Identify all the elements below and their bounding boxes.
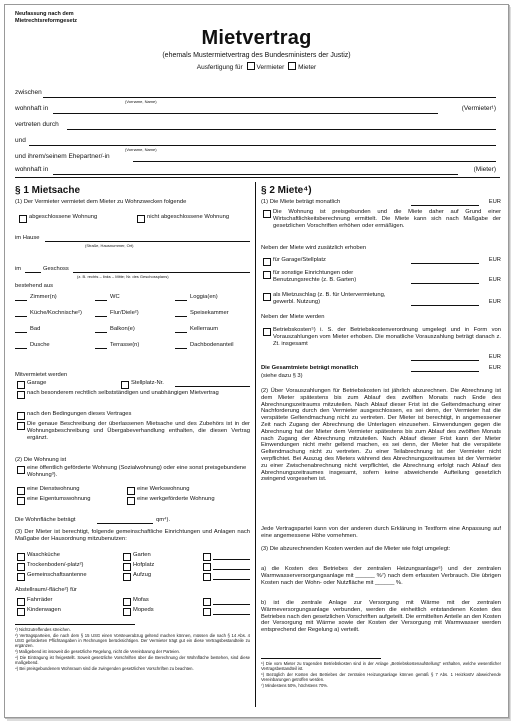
s1-p1: (1) Der Vermieter vermietet dem Mieter zu Wohnzwecken folgende [15, 199, 187, 205]
eigentumswohnung-checkbox[interactable] [17, 497, 25, 505]
nicht-abgeschlossen-checkbox[interactable] [137, 215, 145, 223]
s2-heading: § 2 Miete⁴) [261, 185, 312, 196]
room-count-field[interactable] [175, 316, 187, 317]
anlage-label: Hofplatz [133, 562, 155, 568]
s2-p3: (3) Die abzurechnenden Kosten werden auf die Mieter wie folgt umgelegt: [261, 546, 451, 552]
footnote: ⁶) Bezüglich der Kosten des Betriebes der zentralen Heizungsanlage können gemäß § 7 Abs. 1 HeizkostV abweichende Vereinbarungen getroffen werden. [261, 672, 501, 682]
geschoss-nr-field[interactable] [25, 272, 41, 273]
mieter-role: (Mieter) [473, 166, 496, 173]
stellplatz-label: Stellplatz-Nr. [131, 380, 164, 386]
betriebskosten-checkbox[interactable] [263, 328, 271, 336]
bedingungen-label: nach den Bedingungen dieses Vertrages [27, 411, 132, 417]
gesamtmiete-eur: EUR [488, 365, 501, 371]
nicht-abgeschlossen-label: nicht abgeschlossene Wohnung [147, 214, 230, 220]
room-label: Balkon(e) [110, 326, 135, 332]
room-count-field[interactable] [15, 332, 27, 333]
anlage-extra-checkbox[interactable] [203, 563, 211, 571]
abstell-checkbox[interactable] [17, 608, 25, 616]
room-count-field[interactable] [15, 300, 27, 301]
s2-p2: (2) Über Vorauszahlungen für Betriebskosten ist jährlich abzurechnen. Die Abrechnung ist dem Mieter spätestens bis zum Ablauf des zwölften Monats nach Ende des Abrechnungszeitraums mitzuteilen. Nach Ablauf dieser Frist ist die Geltendmachung einer Nachforderung durch den Vermieter ausgeschlossen, es sei denn, der Vermieter hat die verspätete Geltendmachung nicht zu vertreten. Der Mieter ist berechtigt, in angemessener Zeit nach Zugang der Abrechnung die Unterlagen einzusehen. Einwendungen gegen die Abrechnung hat der Mieter dem Vermieter spätestens bis zum Ablauf des zwölften Monats nach Zugang der Abrechnung mitzuteilen. Nach Ablauf dieser Frist kann der Mieter Einwendungen nicht mehr geltend machen, es sei denn, der Mieter hat die verspätete Geltendmachung nicht zu vertreten. Zu einer Teilabrechnung ist der Vermieter nicht verpflichtet. Bei Auszug des Mieters während des Abrechnungszeitraumes ist der Vermieter zu einer Zwischenabrechnung nicht verpflichtet, die Abrechnung erfolgt nach Ablauf des Abrechnungszeitraumes insgesamt, sofern keine abweichende Aufteilung gesetzlich zwingend vorgesehen ist. [261, 388, 501, 483]
room-count-field[interactable] [15, 348, 27, 349]
anlage-label: Garten [133, 552, 151, 558]
footnote: ⁵) Die vom Mieter zu tragenden Betriebskosten sind in der Anlage „Betriebskostenaufstellung" enthalten, welche wesentlicher Vertragsbestandteil ist. [261, 661, 501, 671]
bedingungen-checkbox[interactable] [17, 412, 25, 420]
mieter-address-field[interactable] [53, 174, 458, 175]
abstell-label: Kinderwagen [27, 607, 61, 613]
room-count-field[interactable] [95, 332, 107, 333]
anlage-checkbox[interactable] [123, 563, 131, 571]
wohnhaft-label: wohnhaft in [15, 105, 49, 112]
wohnflaeche-field[interactable] [97, 523, 153, 524]
room-label: Flur/Diele²) [110, 310, 139, 316]
room-count-field[interactable] [175, 332, 187, 333]
s1-p2: (2) Die Wohnung ist [15, 457, 67, 463]
footnote: ⁴) Bei preisgebundenem Wohnraum sind die zwingenden gesetzlichen Vorschriften zu beachten. [15, 666, 194, 671]
room-count-field[interactable] [175, 300, 187, 301]
abstell-extra-field[interactable] [213, 614, 250, 615]
gesamtmiete-hint: (siehe dazu § 3) [261, 373, 303, 379]
sonstige-label: für sonstige Einrichtungen oder Benutzungsrechte (z. B. Garten) [273, 270, 357, 283]
wohnhaft-label-2: wohnhaft in [15, 166, 49, 173]
vertreten-label: vertreten durch [15, 121, 59, 128]
anlage-extra-field[interactable] [213, 579, 250, 580]
abstell-label: Mopeds [133, 607, 154, 613]
und-label: und [15, 137, 26, 144]
im-hause-label: im Hause [15, 235, 40, 241]
sozialwohnung-label: eine öffentlich geförderte Wohnung (Sozialwohnung) oder eine sonst preisgebundene Wohnung³). [27, 465, 247, 478]
preisgebunden-checkbox[interactable] [263, 210, 271, 218]
werkswohnung-checkbox[interactable] [127, 487, 135, 495]
room-count-field[interactable] [95, 300, 107, 301]
garage-checkbox[interactable] [17, 381, 25, 389]
abgeschlossen-checkbox[interactable] [19, 215, 27, 223]
s2-p2b: Jede Vertragspartei kann von der anderen durch Erklärung in Textform eine Anpassung auf eine angemessene Höhe vornehmen. [261, 526, 501, 539]
section-1-mietsache [15, 182, 250, 709]
mieter-option: Mieter [298, 64, 317, 71]
betriebskosten-eur: EUR [488, 354, 501, 360]
bestehend-label: bestehend aus [15, 283, 54, 289]
mitvermietet-label: Mitvermietet werden [15, 372, 68, 378]
anlage-label: Trockenboden/-platz²) [27, 562, 84, 568]
geschoss-hint: (z. B. rechts – links – Mitte; Nr. des Geschossplans) [77, 274, 169, 279]
anlage-checkbox[interactable] [123, 573, 131, 581]
ehepartner-label: und ihrem/seinem Ehepartner/-in [15, 153, 110, 160]
name-hint: (Vorname, Name) [125, 99, 157, 104]
anlage-label: Gemeinschaftsantenne [27, 572, 87, 578]
footnote-rule-2 [261, 658, 381, 659]
garage-label: Garage [27, 380, 47, 386]
abstellraum-label: Abstellraum/-fläche²) für [15, 587, 77, 593]
room-label: Loggia(en) [190, 294, 218, 300]
room-count-field[interactable] [95, 348, 107, 349]
garage-stellplatz-label: für Garage/Stellplatz [273, 257, 326, 263]
wohnflaeche-label: Die Wohnfläche beträgt [15, 517, 76, 523]
anlage-checkbox[interactable] [17, 553, 25, 561]
anlage-label: Aufzug [133, 572, 152, 578]
zwischen-label: zwischen [15, 89, 42, 96]
room-label: Speisekammer [190, 310, 229, 316]
footnote: ⁴) Die Eintragung ist freigestellt. Soweit gesetzliche Vorschriften über die Berechnung der Wohnfläche bestehen, sind diese maßgebend. [15, 655, 250, 665]
room-count-field[interactable] [95, 316, 107, 317]
corner-note: Neufassung nach dem Mietrechtsreformgesetz [15, 11, 78, 24]
room-label: Bad [30, 326, 41, 332]
geschoss-lage-field[interactable] [73, 272, 250, 273]
im-label: im [15, 266, 22, 272]
room-label: Terrasse(n) [110, 342, 140, 348]
preisgebunden-text: Die Wohnung ist preisgebunden und die Miete daher auf Grund einer Wirtschaftlichkeitsberechnung ermittelt. Die Miete kann sich nach Maßgabe der gesetzlichen Vorschriften erhöhen oder ermäßigen. [273, 209, 501, 229]
vermieter-role: (Vermieter¹) [461, 105, 496, 112]
gesamtmiete-label: Die Gesamtmiete beträgt monatlich [261, 365, 359, 371]
anlage-checkbox[interactable] [17, 563, 25, 571]
room-label: Zimmer(n) [30, 294, 57, 300]
anlage-checkbox[interactable] [17, 573, 25, 581]
room-count-field[interactable] [175, 348, 187, 349]
werkgefoerdert-label: eine werkgeförderte Wohnung [137, 496, 215, 502]
beschreibung-checkbox[interactable] [17, 422, 25, 430]
mieter-name-field[interactable] [29, 145, 496, 146]
section-2-miete [261, 182, 501, 709]
im-hause-field[interactable] [45, 241, 250, 242]
column-divider [255, 182, 256, 707]
room-label: Kellerraum [190, 326, 219, 332]
mieter-checkbox[interactable] [288, 62, 296, 70]
garage-eur: EUR [488, 257, 501, 263]
form-title: Mietvertrag [201, 27, 312, 49]
betriebskosten-text: Betriebskosten⁵) i. S. der Betriebskostenverordnung umgelegt und in Form von Vorauszahlungen vom Mieter erhoben. Die monatliche Vorauszahlung beträgt danach z. Zt. insgesamt [273, 327, 501, 347]
s2-p3b: b) ist die zentrale Anlage zur Versorgung mit Wärme mit der zentralen Wärmeversorgungsanlage verbunden, werden die einheitlich entstandenen Kosten des Betriebes nach den gesetzlichen Vorschriften aufgeteilt. Die ermittelten Anteile an den Kosten der Versorgung mit Wärme sowie der Kosten der Versorgung mit Warmwasser werden entsprechend der Regelung a) verteilt. [261, 600, 501, 634]
anlage-extra-field[interactable] [213, 559, 250, 560]
sonstige-eur: EUR [488, 277, 501, 283]
lease-form-page [4, 4, 509, 718]
vermieter-checkbox[interactable] [247, 62, 255, 70]
neben2-label: Neben der Miete werden [261, 314, 325, 320]
room-label: WC [110, 294, 120, 300]
abstell-label: Mofas [133, 597, 149, 603]
geschoss-label: Geschoss [43, 266, 69, 272]
neben-label: Neben der Miete wird zusätzlich erhoben [261, 245, 367, 251]
form-subtitle: (ehemals Mustermietvertrag des Bundesministers der Justiz) [162, 52, 351, 59]
eigener-vertrag-label: nach besonderem rechtlich selbstständigen und unabhängigen Mietvertrag [27, 390, 219, 396]
room-count-field[interactable] [15, 316, 27, 317]
stellplatz-field[interactable] [175, 386, 250, 387]
footnote: ²) Vertragsparteien, die nach dem § 15 USG einen Vorsteuerabzug geltend machen können, müssen die nach § 14 Abs. 4 USG geforderten Pflichtangaben in Rechnungen berücksichtigen. Der Vermieter trägt gut ein diese Vertragsbestandteile zu ergänzen. [15, 633, 250, 648]
vertreter-field[interactable] [67, 129, 496, 130]
abgeschlossen-label: abgeschlossene Wohnung [29, 214, 98, 220]
sozialwohnung-checkbox[interactable] [17, 466, 25, 474]
anlage-label: Waschküche [27, 552, 60, 558]
dienstwohnung-label: eine Dienstwohnung [27, 486, 80, 492]
room-label: Küche/Kochnische²) [30, 310, 82, 316]
abstell-extra-checkbox[interactable] [203, 598, 211, 606]
hause-hint: (Straße, Hausnummer, Ort) [85, 243, 134, 248]
anlage-extra-checkbox[interactable] [203, 573, 211, 581]
anlage-extra-checkbox[interactable] [203, 553, 211, 561]
footnote: ¹) Nichtzutreffendes streichen. [15, 627, 71, 632]
vermieter-address-field[interactable] [53, 113, 438, 114]
s1-heading: § 1 Mietsache [15, 185, 81, 196]
room-label: Dachbodenanteil [190, 342, 234, 348]
zuschlag-label: als Mietzuschlag (z. B. für Untervermietung, gewerbl. Nutzung) [273, 292, 386, 305]
abstell-checkbox[interactable] [123, 598, 131, 606]
rooms-grid [15, 294, 250, 358]
anlagen-grid [15, 552, 250, 584]
zuschlag-eur: EUR [488, 299, 501, 305]
abstell-grid [15, 597, 250, 619]
abstell-checkbox[interactable] [17, 598, 25, 606]
eigener-vertrag-checkbox[interactable] [17, 391, 25, 399]
miete-eur: EUR [488, 199, 501, 205]
s2-p1: (1) Die Miete beträgt monatlich [261, 199, 341, 205]
name-hint-2: (Vorname, Name) [125, 147, 157, 152]
section-divider [15, 177, 500, 178]
werkgefoerdert-checkbox[interactable] [127, 497, 135, 505]
wohnflaeche-unit: qm⁴). [156, 517, 171, 523]
abstell-extra-field[interactable] [213, 604, 250, 605]
anlage-extra-field[interactable] [213, 569, 250, 570]
dienstwohnung-checkbox[interactable] [17, 487, 25, 495]
footnote: ⁷) Mindestens 50%, höchstens 70%. [261, 683, 329, 688]
ehepartner-field[interactable] [133, 161, 496, 162]
room-label: Dusche [30, 342, 50, 348]
abstell-label: Fahrräder [27, 597, 53, 603]
vermieter-option: Vermieter [256, 64, 285, 71]
footnote-rule [15, 624, 135, 625]
abstell-checkbox[interactable] [123, 608, 131, 616]
ausfertigung-row [5, 62, 508, 71]
footnote: ³) Maßgebend ist insoweit die gesetzliche Regelung, nicht die Vereinbarung der Parteien. [15, 649, 181, 654]
eigentumswohnung-label: eine Eigentumswohnung [27, 496, 91, 502]
ausfertigung-label: Ausfertigung für [196, 64, 243, 71]
s1-p3: (3) Der Mieter ist berechtigt, folgende gemeinschaftliche Einrichtungen und Anlagen nach Maßgabe der Hausordnung mitzubenutzen: [15, 529, 250, 542]
stellplatz-checkbox[interactable] [121, 381, 129, 389]
beschreibung-text: Die genaue Beschreibung der überlassenen Mietsache und des Zubehörs ist in der Wohnungsbeschreibung und Übergabeverhandlung enthalten, die diesen Vertrag ergänzt. [27, 421, 250, 441]
werkswohnung-label: eine Werkswohnung [137, 486, 190, 492]
abstell-extra-checkbox[interactable] [203, 608, 211, 616]
anlage-checkbox[interactable] [123, 553, 131, 561]
vermieter-name-field[interactable] [43, 97, 496, 98]
s2-p3a: a) die Kosten des Betriebes der zentralen Heizungsanlage⁶) und der zentralen Warmwasserversorgungsanlage mit ______ %⁷) nach dem erfassten Verbrauch. Die übrigen Kosten nach der Wohn- oder Nutzfläche mit ______ %. [261, 566, 501, 586]
